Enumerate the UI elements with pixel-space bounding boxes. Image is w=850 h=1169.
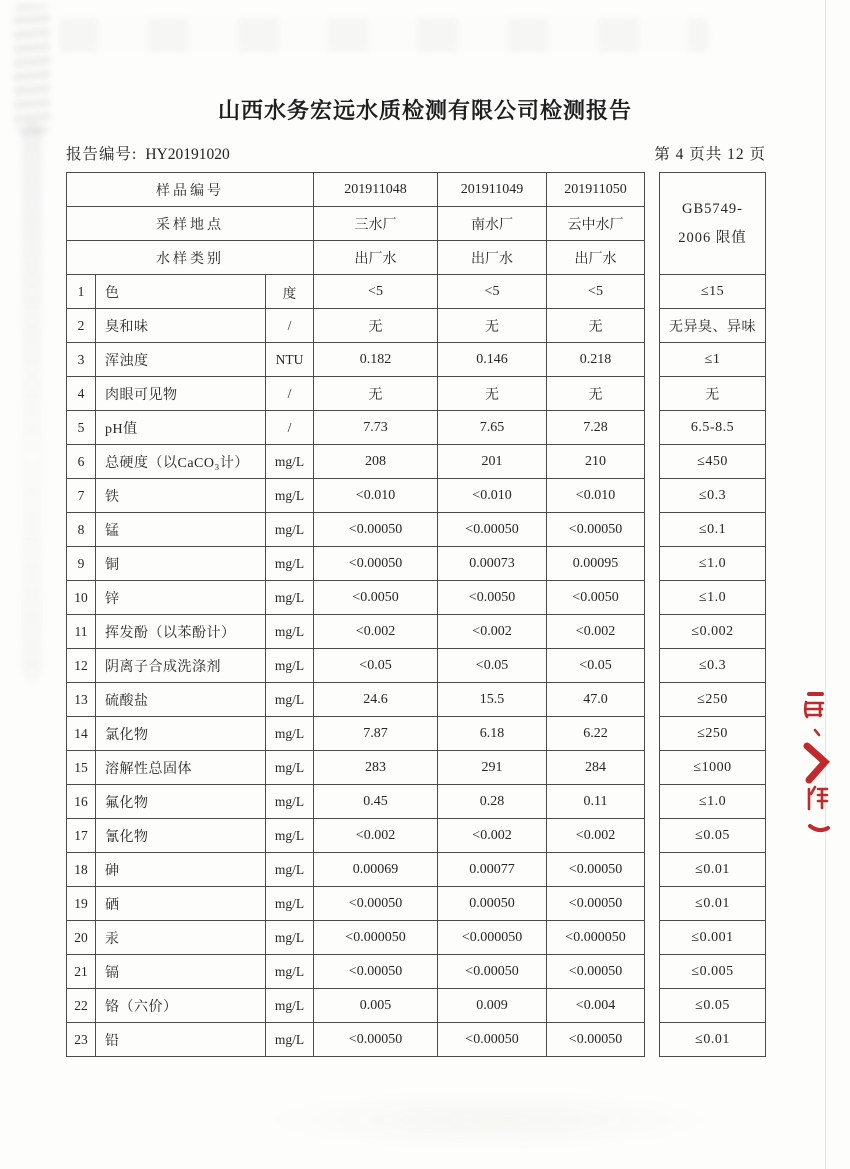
limit-row xyxy=(660,853,766,887)
scan-smudge-bottom xyxy=(260,1090,720,1150)
cell-no: 21 xyxy=(67,955,96,989)
cell-s2: <0.002 xyxy=(438,819,547,853)
parameter-row xyxy=(67,853,645,887)
cell-name: 氯化物 xyxy=(96,717,266,751)
cell-s1: <0.05 xyxy=(314,649,438,683)
cell-s2: <0.00050 xyxy=(438,1023,547,1057)
cell-name: 肉眼可见物 xyxy=(96,377,266,411)
cell-s2: <0.000050 xyxy=(438,921,547,955)
cell-unit: mg/L xyxy=(266,989,314,1023)
site-2: 南水厂 xyxy=(438,207,547,241)
cell-s1: <0.010 xyxy=(314,479,438,513)
cell-s3: <0.004 xyxy=(547,989,645,1023)
cell-s1: <0.00050 xyxy=(314,547,438,581)
cell-s1: 283 xyxy=(314,751,438,785)
cell-unit: mg/L xyxy=(266,751,314,785)
cell-unit: mg/L xyxy=(266,513,314,547)
limit-row xyxy=(660,513,766,547)
cell-unit: mg/L xyxy=(266,819,314,853)
cell-unit: / xyxy=(266,309,314,343)
header-row-sample-id xyxy=(67,173,645,207)
cell-unit: mg/L xyxy=(266,445,314,479)
scan-smudge-top-band xyxy=(58,18,708,52)
cell-name: 氟化物 xyxy=(96,785,266,819)
limit-row xyxy=(660,309,766,343)
limit-row xyxy=(660,955,766,989)
parameter-row xyxy=(67,649,645,683)
cell-no: 14 xyxy=(67,717,96,751)
limit-row xyxy=(660,649,766,683)
cell-s2: 无 xyxy=(438,377,547,411)
cell-no: 4 xyxy=(67,377,96,411)
cell-name: 氰化物 xyxy=(96,819,266,853)
cell-unit: / xyxy=(266,411,314,445)
sample-id-3: 201911050 xyxy=(547,173,645,207)
header-row-water-type xyxy=(67,241,645,275)
scan-smudge-left-edge xyxy=(22,120,42,680)
cell-limit: 无异臭、异味 xyxy=(660,309,766,343)
limit-row xyxy=(660,445,766,479)
parameter-row xyxy=(67,751,645,785)
parameter-row xyxy=(67,683,645,717)
cell-s1: 7.73 xyxy=(314,411,438,445)
cell-s3: 47.0 xyxy=(547,683,645,717)
cell-name: 阴离子合成洗涤剂 xyxy=(96,649,266,683)
cell-s3: 0.00095 xyxy=(547,547,645,581)
parameter-row xyxy=(67,887,645,921)
cell-s1: <0.000050 xyxy=(314,921,438,955)
cell-limit: ≤15 xyxy=(660,275,766,309)
cell-limit: ≤250 xyxy=(660,717,766,751)
report-number-label: 报告编号: xyxy=(66,146,138,163)
limit-table xyxy=(659,172,766,1057)
cell-limit: ≤1000 xyxy=(660,751,766,785)
limit-row xyxy=(660,887,766,921)
cell-s3: <0.00050 xyxy=(547,513,645,547)
cell-no: 17 xyxy=(67,819,96,853)
cell-limit: ≤0.01 xyxy=(660,887,766,921)
cell-unit: mg/L xyxy=(266,853,314,887)
limit-row xyxy=(660,581,766,615)
cell-s1: <0.0050 xyxy=(314,581,438,615)
cell-s3: 0.11 xyxy=(547,785,645,819)
cell-s2: <0.002 xyxy=(438,615,547,649)
cell-limit: ≤1 xyxy=(660,343,766,377)
cell-s1: <0.00050 xyxy=(314,887,438,921)
cell-s3: <0.0050 xyxy=(547,581,645,615)
cell-s1: <0.00050 xyxy=(314,513,438,547)
cell-s1: 0.00069 xyxy=(314,853,438,887)
cell-name: 色 xyxy=(96,275,266,309)
red-ink-stamp-marks-icon xyxy=(800,686,834,842)
type-2: 出厂水 xyxy=(438,241,547,275)
limit-row xyxy=(660,411,766,445)
site-1: 三水厂 xyxy=(314,207,438,241)
limit-header-line1: GB5749- xyxy=(682,201,743,217)
cell-s2: <0.00050 xyxy=(438,955,547,989)
cell-s1: 7.87 xyxy=(314,717,438,751)
cell-limit: ≤1.0 xyxy=(660,547,766,581)
parameter-row xyxy=(67,581,645,615)
cell-s2: 201 xyxy=(438,445,547,479)
type-1: 出厂水 xyxy=(314,241,438,275)
cell-no: 13 xyxy=(67,683,96,717)
cell-unit: mg/L xyxy=(266,1023,314,1057)
cell-unit: mg/L xyxy=(266,887,314,921)
limit-row xyxy=(660,717,766,751)
parameter-row xyxy=(67,1023,645,1057)
header-row-sampling-site xyxy=(67,207,645,241)
header-label-sampling-site: 采样地点 xyxy=(67,207,314,241)
cell-limit: ≤0.01 xyxy=(660,853,766,887)
cell-limit: ≤0.3 xyxy=(660,479,766,513)
cell-s2: 6.18 xyxy=(438,717,547,751)
limit-row xyxy=(660,615,766,649)
cell-unit: mg/L xyxy=(266,547,314,581)
cell-no: 20 xyxy=(67,921,96,955)
cell-s3: 7.28 xyxy=(547,411,645,445)
cell-unit: mg/L xyxy=(266,479,314,513)
cell-name: 溶解性总固体 xyxy=(96,751,266,785)
cell-s3: <0.00050 xyxy=(547,887,645,921)
cell-limit: ≤0.05 xyxy=(660,989,766,1023)
cell-unit: mg/L xyxy=(266,683,314,717)
limit-header-cell xyxy=(660,173,766,275)
cell-s3: <0.002 xyxy=(547,819,645,853)
cell-s1: <5 xyxy=(314,275,438,309)
parameter-row xyxy=(67,377,645,411)
cell-s2: 0.00050 xyxy=(438,887,547,921)
cell-s2: <5 xyxy=(438,275,547,309)
cell-s2: 7.65 xyxy=(438,411,547,445)
cell-s1: <0.002 xyxy=(314,819,438,853)
cell-s1: 0.005 xyxy=(314,989,438,1023)
cell-limit: 6.5-8.5 xyxy=(660,411,766,445)
header-label-sample-id: 样品编号 xyxy=(67,173,314,207)
scan-fold-line xyxy=(825,0,826,1169)
cell-s3: 无 xyxy=(547,377,645,411)
parameter-row xyxy=(67,411,645,445)
cell-s1: <0.00050 xyxy=(314,955,438,989)
limit-row xyxy=(660,683,766,717)
cell-s2: 291 xyxy=(438,751,547,785)
parameter-row xyxy=(67,989,645,1023)
cell-no: 16 xyxy=(67,785,96,819)
header-label-water-type: 水样类别 xyxy=(67,241,314,275)
cell-s3: <5 xyxy=(547,275,645,309)
cell-name: 砷 xyxy=(96,853,266,887)
cell-s2: <0.05 xyxy=(438,649,547,683)
cell-no: 15 xyxy=(67,751,96,785)
cell-unit: mg/L xyxy=(266,581,314,615)
report-meta-row xyxy=(66,142,766,164)
cell-no: 9 xyxy=(67,547,96,581)
parameter-row xyxy=(67,513,645,547)
cell-no: 10 xyxy=(67,581,96,615)
cell-unit: mg/L xyxy=(266,785,314,819)
limit-row xyxy=(660,343,766,377)
cell-s3: <0.010 xyxy=(547,479,645,513)
cell-name: 铬（六价） xyxy=(96,989,266,1023)
cell-name: 硒 xyxy=(96,887,266,921)
cell-limit: ≤450 xyxy=(660,445,766,479)
cell-name: 锰 xyxy=(96,513,266,547)
cell-limit: ≤0.001 xyxy=(660,921,766,955)
cell-no: 3 xyxy=(67,343,96,377)
cell-no: 23 xyxy=(67,1023,96,1057)
cell-limit: ≤0.002 xyxy=(660,615,766,649)
limit-header-line2: 2006 限值 xyxy=(678,229,747,246)
cell-s3: 无 xyxy=(547,309,645,343)
cell-s1: 0.182 xyxy=(314,343,438,377)
cell-unit: mg/L xyxy=(266,955,314,989)
limit-row xyxy=(660,1023,766,1057)
cell-s3: 210 xyxy=(547,445,645,479)
cell-no: 18 xyxy=(67,853,96,887)
cell-no: 8 xyxy=(67,513,96,547)
limit-row xyxy=(660,547,766,581)
cell-s2: 0.00077 xyxy=(438,853,547,887)
cell-s2: 0.00073 xyxy=(438,547,547,581)
report-number xyxy=(66,142,230,164)
cell-unit: NTU xyxy=(266,343,314,377)
limit-row xyxy=(660,275,766,309)
parameter-row xyxy=(67,615,645,649)
parameter-row xyxy=(67,275,645,309)
parameter-row xyxy=(67,479,645,513)
cell-s1: 0.45 xyxy=(314,785,438,819)
cell-name: 铁 xyxy=(96,479,266,513)
cell-unit: / xyxy=(266,377,314,411)
cell-s2: <0.00050 xyxy=(438,513,547,547)
cell-s2: 无 xyxy=(438,309,547,343)
cell-s2: <0.010 xyxy=(438,479,547,513)
cell-s3: 284 xyxy=(547,751,645,785)
parameter-row xyxy=(67,547,645,581)
site-3: 云中水厂 xyxy=(547,207,645,241)
cell-s1: 无 xyxy=(314,377,438,411)
parameter-row xyxy=(67,785,645,819)
cell-limit: ≤0.005 xyxy=(660,955,766,989)
cell-name: 镉 xyxy=(96,955,266,989)
limit-row xyxy=(660,819,766,853)
cell-no: 1 xyxy=(67,275,96,309)
parameter-row xyxy=(67,819,645,853)
cell-unit: 度 xyxy=(266,275,314,309)
cell-s2: 15.5 xyxy=(438,683,547,717)
cell-s1: 无 xyxy=(314,309,438,343)
cell-s1: 208 xyxy=(314,445,438,479)
cell-s1: <0.00050 xyxy=(314,1023,438,1057)
cell-name: 臭和味 xyxy=(96,309,266,343)
cell-limit: ≤1.0 xyxy=(660,785,766,819)
cell-unit: mg/L xyxy=(266,649,314,683)
parameter-row xyxy=(67,717,645,751)
cell-s3: 6.22 xyxy=(547,717,645,751)
cell-limit: ≤250 xyxy=(660,683,766,717)
cell-no: 11 xyxy=(67,615,96,649)
cell-s1: <0.002 xyxy=(314,615,438,649)
cell-s2: 0.146 xyxy=(438,343,547,377)
cell-s3: 0.218 xyxy=(547,343,645,377)
cell-s3: <0.000050 xyxy=(547,921,645,955)
cell-limit: ≤0.1 xyxy=(660,513,766,547)
report-number-value: HY20191020 xyxy=(145,146,230,163)
sample-id-2: 201911049 xyxy=(438,173,547,207)
parameter-row xyxy=(67,309,645,343)
cell-no: 2 xyxy=(67,309,96,343)
cell-unit: mg/L xyxy=(266,921,314,955)
limit-row xyxy=(660,989,766,1023)
cell-name: 硫酸盐 xyxy=(96,683,266,717)
cell-name: 锌 xyxy=(96,581,266,615)
cell-no: 22 xyxy=(67,989,96,1023)
sample-id-1: 201911048 xyxy=(314,173,438,207)
cell-limit: ≤0.05 xyxy=(660,819,766,853)
parameter-row xyxy=(67,343,645,377)
limit-row xyxy=(660,479,766,513)
cell-no: 6 xyxy=(67,445,96,479)
cell-no: 5 xyxy=(67,411,96,445)
cell-s3: <0.00050 xyxy=(547,955,645,989)
cell-s2: 0.28 xyxy=(438,785,547,819)
cell-limit: 无 xyxy=(660,377,766,411)
cell-name: 总硬度（以CaCO₃计） xyxy=(96,445,266,479)
cell-unit: mg/L xyxy=(266,717,314,751)
cell-limit: ≤0.01 xyxy=(660,1023,766,1057)
cell-no: 12 xyxy=(67,649,96,683)
limit-row xyxy=(660,377,766,411)
cell-s2: <0.0050 xyxy=(438,581,547,615)
page-indicator: 第 4 页共 12 页 xyxy=(654,146,766,163)
cell-name: 铅 xyxy=(96,1023,266,1057)
cell-name: 挥发酚（以苯酚计） xyxy=(96,615,266,649)
parameter-row xyxy=(67,921,645,955)
results-table-area xyxy=(66,172,766,1057)
parameter-row xyxy=(67,955,645,989)
cell-s3: <0.00050 xyxy=(547,853,645,887)
report-title: 山西水务宏远水质检测有限公司检测报告 xyxy=(217,98,632,123)
cell-no: 19 xyxy=(67,887,96,921)
cell-s3: <0.002 xyxy=(547,615,645,649)
cell-limit: ≤0.3 xyxy=(660,649,766,683)
cell-name: pH值 xyxy=(96,411,266,445)
cell-s3: <0.00050 xyxy=(547,1023,645,1057)
results-table xyxy=(66,172,645,1057)
cell-s3: <0.05 xyxy=(547,649,645,683)
limit-row xyxy=(660,921,766,955)
cell-s1: 24.6 xyxy=(314,683,438,717)
type-3: 出厂水 xyxy=(547,241,645,275)
limit-header-row xyxy=(660,173,766,275)
cell-limit: ≤1.0 xyxy=(660,581,766,615)
cell-name: 铜 xyxy=(96,547,266,581)
limit-row xyxy=(660,785,766,819)
cell-name: 汞 xyxy=(96,921,266,955)
cell-name: 浑浊度 xyxy=(96,343,266,377)
limit-row xyxy=(660,751,766,785)
cell-unit: mg/L xyxy=(266,615,314,649)
cell-s2: 0.009 xyxy=(438,989,547,1023)
parameter-row xyxy=(67,445,645,479)
cell-no: 7 xyxy=(67,479,96,513)
